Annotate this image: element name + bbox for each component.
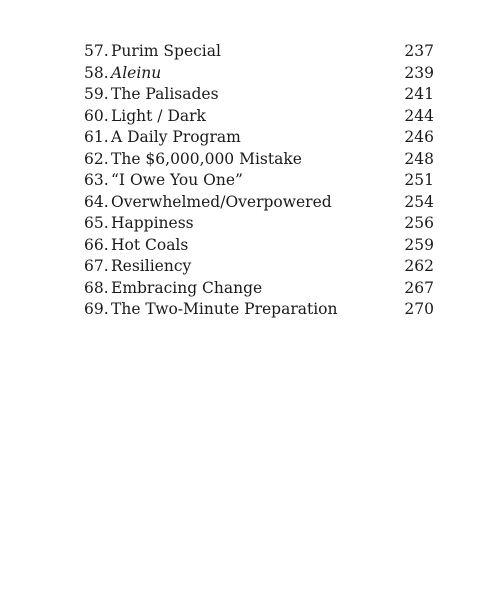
toc-entry-number: 63. (84, 171, 109, 189)
toc-entry (84, 84, 434, 106)
toc-entry (84, 192, 434, 214)
toc-entry-number: 62. (84, 149, 109, 168)
toc-entry-number: 67. (84, 257, 109, 275)
toc-entry-title: The $6,000,000 Mistake (111, 149, 302, 168)
toc-entry-title: Aleinu (111, 63, 162, 82)
toc-entry-page-number: 251 (404, 171, 434, 189)
toc-entry-page-number: 270 (404, 300, 434, 318)
toc-entry-title: Resiliency (111, 257, 192, 275)
toc-entry (84, 299, 434, 321)
toc-entry-title: Light / Dark (111, 106, 206, 125)
toc-entry-number: 69. (84, 300, 109, 318)
toc-entry (84, 63, 434, 85)
toc-entry-page-number: 241 (404, 85, 434, 103)
toc-entry (84, 127, 434, 149)
toc-entry (84, 235, 434, 257)
toc-entry-number: 58. (84, 63, 109, 82)
toc-entry-title: Overwhelmed/Overpowered (111, 192, 332, 211)
toc-entry-page-number: 256 (404, 214, 434, 232)
toc-entry-title: Embracing Change (111, 278, 263, 297)
toc-entry-title: Happiness (111, 214, 194, 232)
toc-entry-title: The Palisades (111, 85, 219, 103)
toc-entry-title: “I Owe You One” (111, 171, 243, 189)
toc-entry (84, 278, 434, 300)
toc-entry (84, 41, 434, 63)
toc-entry-number: 64. (84, 192, 109, 211)
toc-entry (84, 149, 434, 171)
toc-entry-number: 66. (84, 235, 109, 254)
toc-entry-page-number: 267 (404, 278, 434, 297)
toc-entry-number: 65. (84, 214, 109, 232)
toc-entry-number: 60. (84, 106, 109, 125)
toc-entry-number: 57. (84, 42, 109, 60)
toc-entry-title: A Daily Program (111, 128, 241, 146)
toc-entry-title: Purim Special (111, 42, 221, 60)
toc-entry (84, 256, 434, 278)
toc-entry-number: 61. (84, 128, 109, 146)
toc-entry-number: 68. (84, 278, 109, 297)
toc-entry-page-number: 248 (404, 149, 434, 168)
toc-entry-title: The Two-Minute Preparation (111, 300, 338, 318)
toc-entry-page-number: 262 (404, 257, 434, 275)
toc-entry (84, 213, 434, 235)
toc-entry-page-number: 246 (404, 128, 434, 146)
toc-entry-page-number: 254 (404, 192, 434, 211)
toc-entry-page-number: 239 (404, 63, 434, 82)
toc-entry-page-number: 244 (404, 106, 434, 125)
toc-entry-title: Hot Coals (111, 235, 189, 254)
toc-entry-page-number: 259 (404, 235, 434, 254)
toc-entry (84, 106, 434, 128)
table-of-contents (84, 41, 434, 321)
toc-entry (84, 170, 434, 192)
toc-entry-page-number: 237 (404, 42, 434, 60)
toc-entry-number: 59. (84, 85, 109, 103)
